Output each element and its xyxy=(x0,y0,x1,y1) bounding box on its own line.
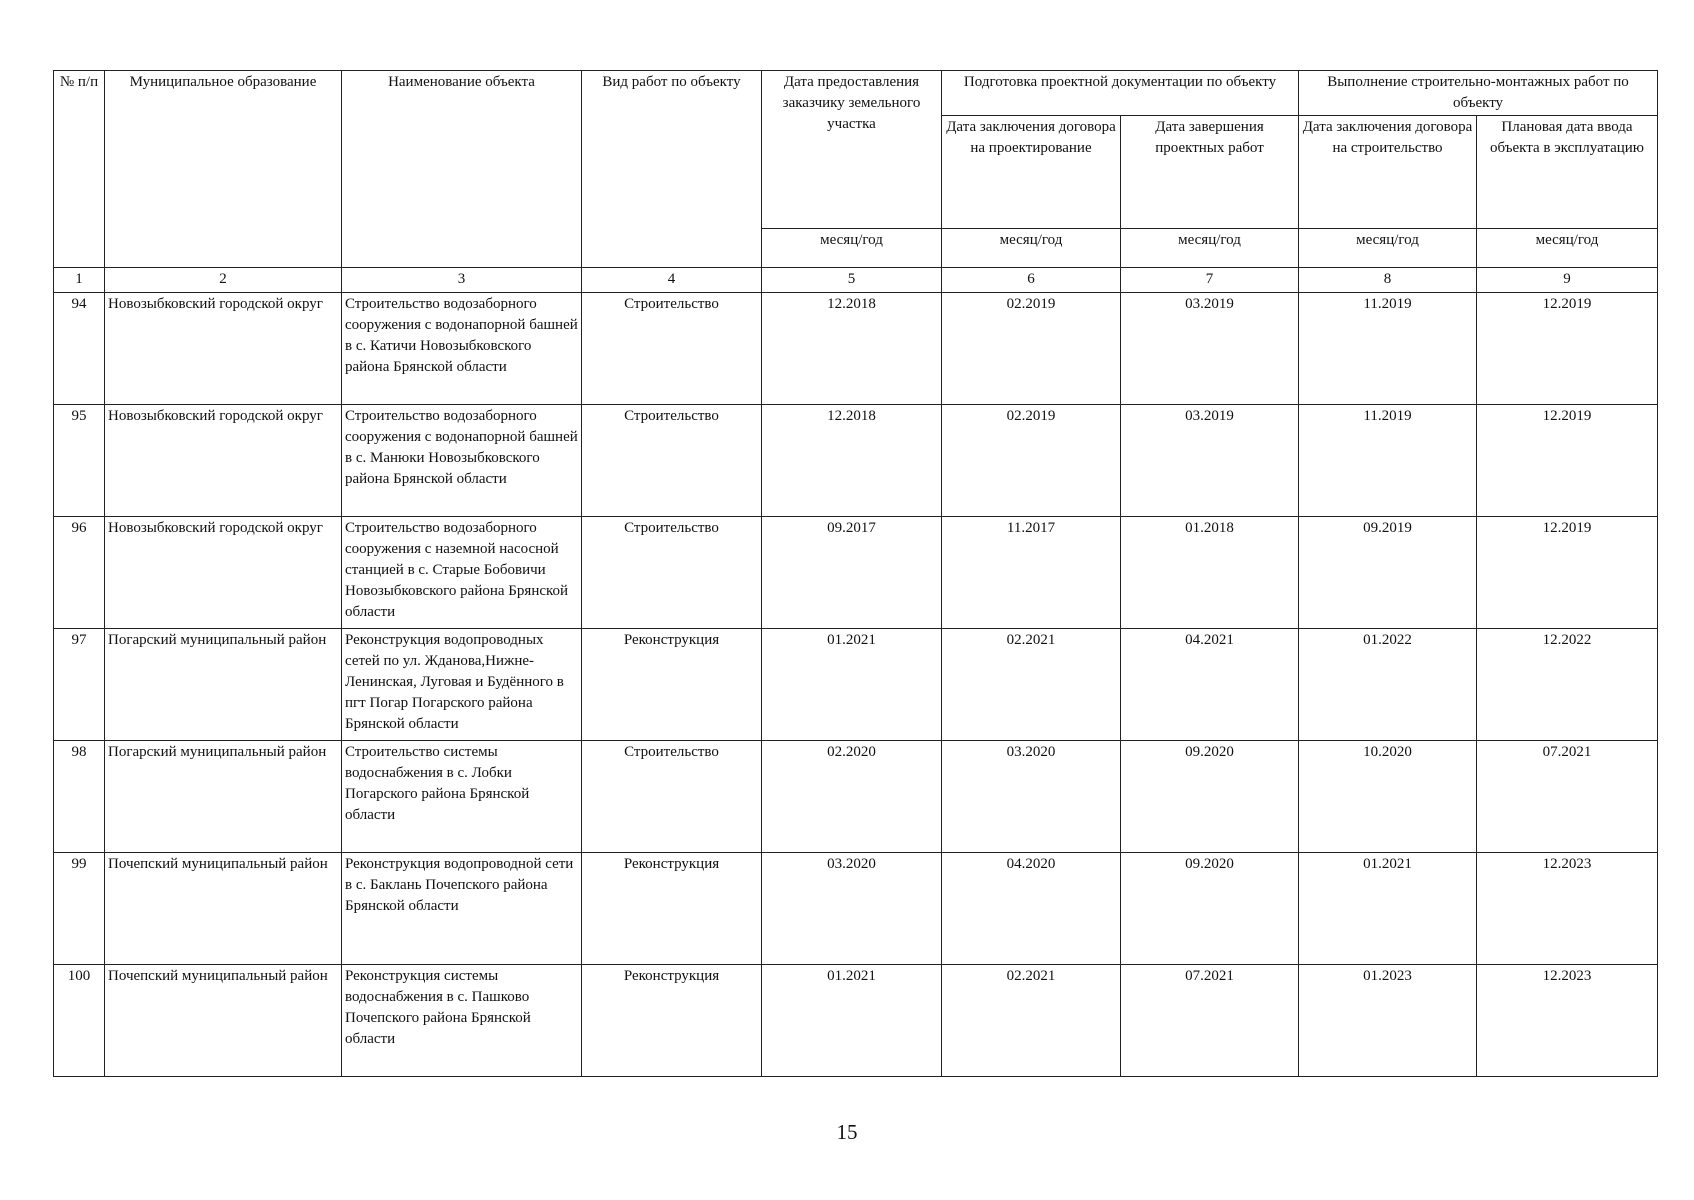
row-number: 97 xyxy=(54,629,105,741)
commission-cell: 12.2019 xyxy=(1477,293,1658,405)
build-contract-cell: 01.2021 xyxy=(1299,853,1477,965)
commission-cell: 12.2019 xyxy=(1477,405,1658,517)
land-date-cell: 12.2018 xyxy=(762,405,942,517)
work-type-cell: Реконструкция xyxy=(582,965,762,1077)
land-date-cell: 01.2021 xyxy=(762,629,942,741)
design-contract-cell: 04.2020 xyxy=(942,853,1121,965)
work-type-cell: Строительство xyxy=(582,517,762,629)
build-contract-cell: 10.2020 xyxy=(1299,741,1477,853)
commission-cell: 07.2021 xyxy=(1477,741,1658,853)
unit-label: месяц/год xyxy=(1477,229,1658,268)
design-end-cell: 04.2021 xyxy=(1121,629,1299,741)
unit-label: месяц/год xyxy=(1121,229,1299,268)
object-cell: Реконструкция системы водоснабжения в с. Пашково Почепского района Брянской области xyxy=(342,965,582,1077)
object-cell: Строительство водозаборного сооружения с наземной насосной станцией в с. Старые Бобовичи Новозыбковского района Брянской области xyxy=(342,517,582,629)
row-number: 96 xyxy=(54,517,105,629)
column-number: 8 xyxy=(1299,268,1477,293)
work-type-cell: Строительство xyxy=(582,293,762,405)
commission-cell: 12.2019 xyxy=(1477,517,1658,629)
row-number: 94 xyxy=(54,293,105,405)
design-contract-cell: 02.2021 xyxy=(942,965,1121,1077)
header-construction-group: Выполнение строительно-монтажных работ по объекту xyxy=(1299,71,1658,116)
table-row xyxy=(54,405,1658,517)
column-number: 3 xyxy=(342,268,582,293)
table-row xyxy=(54,629,1658,741)
municipality-cell: Новозыбковский городской округ xyxy=(105,293,342,405)
header-design-group: Подготовка проектной документации по объекту xyxy=(942,71,1299,116)
page-number: 15 xyxy=(836,1120,858,1144)
object-cell: Реконструкция водопроводных сетей по ул. Жданова,Нижне-Ленинская, Луговая и Будённого в пгт Погар Погарского района Брянской области xyxy=(342,629,582,741)
build-contract-cell: 09.2019 xyxy=(1299,517,1477,629)
table-row xyxy=(54,965,1658,1077)
header-land-date: Дата предоставления заказчику земельного участка xyxy=(762,71,942,229)
object-cell: Строительство системы водоснабжения в с. Лобки Погарского района Брянской области xyxy=(342,741,582,853)
design-contract-cell: 03.2020 xyxy=(942,741,1121,853)
land-date-cell: 12.2018 xyxy=(762,293,942,405)
header-commission-date: Плановая дата ввода объекта в эксплуатацию xyxy=(1477,116,1658,229)
row-number: 99 xyxy=(54,853,105,965)
land-date-cell: 01.2021 xyxy=(762,965,942,1077)
design-end-cell: 09.2020 xyxy=(1121,741,1299,853)
table-row xyxy=(54,293,1658,405)
commission-cell: 12.2023 xyxy=(1477,965,1658,1077)
work-type-cell: Строительство xyxy=(582,741,762,853)
header-number: № п/п xyxy=(54,71,105,268)
municipality-cell: Почепский муниципальный район xyxy=(105,965,342,1077)
table-row xyxy=(54,517,1658,629)
unit-label: месяц/год xyxy=(1299,229,1477,268)
column-number: 5 xyxy=(762,268,942,293)
land-date-cell: 03.2020 xyxy=(762,853,942,965)
land-date-cell: 09.2017 xyxy=(762,517,942,629)
row-number: 98 xyxy=(54,741,105,853)
design-end-cell: 09.2020 xyxy=(1121,853,1299,965)
build-contract-cell: 01.2023 xyxy=(1299,965,1477,1077)
build-contract-cell: 01.2022 xyxy=(1299,629,1477,741)
municipality-cell: Новозыбковский городской округ xyxy=(105,517,342,629)
design-end-cell: 03.2019 xyxy=(1121,293,1299,405)
build-contract-cell: 11.2019 xyxy=(1299,293,1477,405)
column-number: 1 xyxy=(54,268,105,293)
column-number: 7 xyxy=(1121,268,1299,293)
object-cell: Строительство водозаборного сооружения с водонапорной башней в с. Манюки Новозыбковского района Брянской области xyxy=(342,405,582,517)
commission-cell: 12.2023 xyxy=(1477,853,1658,965)
header-object: Наименование объекта xyxy=(342,71,582,268)
row-number: 100 xyxy=(54,965,105,1077)
column-number: 4 xyxy=(582,268,762,293)
design-contract-cell: 11.2017 xyxy=(942,517,1121,629)
header-design-contract: Дата заключения договора на проектирование xyxy=(942,116,1121,229)
build-contract-cell: 11.2019 xyxy=(1299,405,1477,517)
column-number: 2 xyxy=(105,268,342,293)
row-number: 95 xyxy=(54,405,105,517)
design-contract-cell: 02.2019 xyxy=(942,293,1121,405)
municipality-cell: Погарский муниципальный район xyxy=(105,741,342,853)
design-end-cell: 03.2019 xyxy=(1121,405,1299,517)
header-build-contract: Дата заключения договора на строительство xyxy=(1299,116,1477,229)
land-date-cell: 02.2020 xyxy=(762,741,942,853)
municipality-cell: Новозыбковский городской округ xyxy=(105,405,342,517)
investment-table xyxy=(53,70,1658,1077)
work-type-cell: Реконструкция xyxy=(582,853,762,965)
header-work-type: Вид работ по объекту xyxy=(582,71,762,268)
object-cell: Строительство водозаборного сооружения с водонапорной башней в с. Катичи Новозыбковского района Брянской области xyxy=(342,293,582,405)
column-number: 6 xyxy=(942,268,1121,293)
header-municipality: Муниципальное образование xyxy=(105,71,342,268)
municipality-cell: Почепский муниципальный район xyxy=(105,853,342,965)
table-row xyxy=(54,741,1658,853)
column-number: 9 xyxy=(1477,268,1658,293)
work-type-cell: Строительство xyxy=(582,405,762,517)
design-contract-cell: 02.2021 xyxy=(942,629,1121,741)
design-end-cell: 07.2021 xyxy=(1121,965,1299,1077)
municipality-cell: Погарский муниципальный район xyxy=(105,629,342,741)
design-contract-cell: 02.2019 xyxy=(942,405,1121,517)
object-cell: Реконструкция водопроводной сети в с. Баклань Почепского района Брянской области xyxy=(342,853,582,965)
commission-cell: 12.2022 xyxy=(1477,629,1658,741)
design-end-cell: 01.2018 xyxy=(1121,517,1299,629)
unit-label: месяц/год xyxy=(762,229,942,268)
unit-label: месяц/год xyxy=(942,229,1121,268)
header-design-end: Дата завершения проектных работ xyxy=(1121,116,1299,229)
table-row xyxy=(54,853,1658,965)
work-type-cell: Реконструкция xyxy=(582,629,762,741)
